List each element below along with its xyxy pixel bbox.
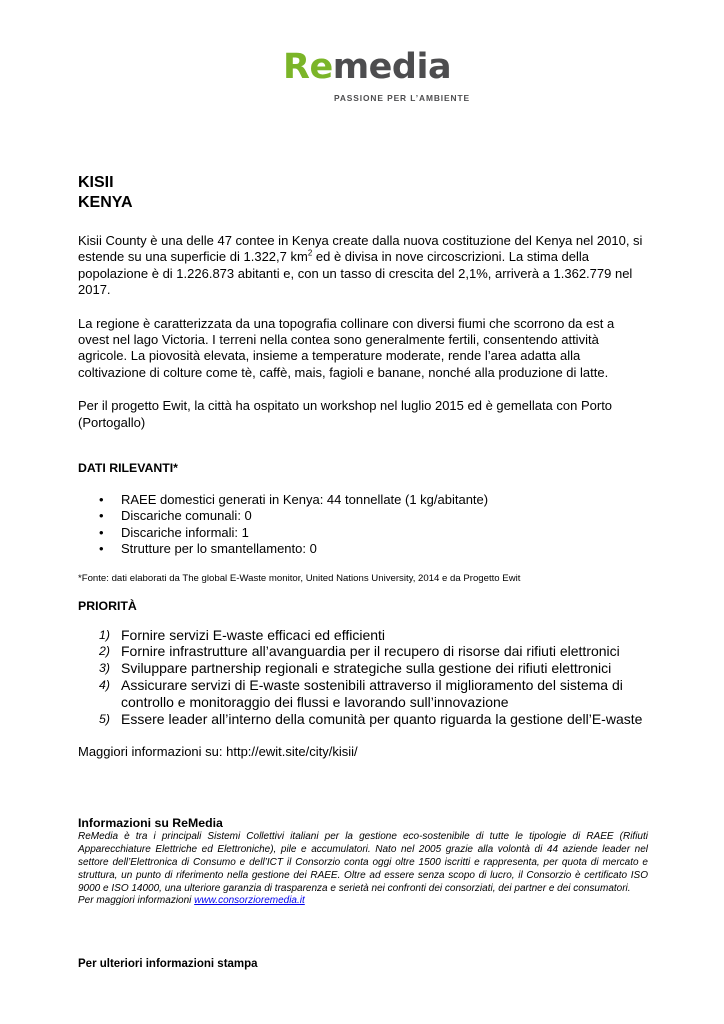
bullet-icon: •	[99, 524, 104, 540]
remedia-info-section	[78, 816, 648, 908]
dati-heading: DATI RILEVANTI*	[78, 461, 178, 476]
list-item: 5) Essere leader all’interno della comunità per quanto riguarda la gestione dell’E-waste	[99, 710, 643, 727]
priorita-list	[78, 627, 648, 728]
list-item: 4) Assicurare servizi di E-waste sostenibili attraverso il miglioramento del sistema di controllo e monitoraggio dei flussi e lavorando sull’innovazione	[99, 677, 623, 710]
remedia-info-title: Informazioni su ReMedia	[78, 815, 223, 830]
bullet-icon: •	[99, 508, 104, 524]
list-item: 2) Fornire infrastrutture all’avanguardia per il recupero di risorse dai rifiuti elettronici	[99, 643, 620, 660]
intro-paragraph-2: La regione è caratterizzata da una topografia collinare con diversi fiumi che scorrono da est a ovest nel lago Victoria. I terreni nella contea sono generalmente fertili, consentendo attività agricole. La piovosità elevata, insieme a temperature moderate, rende l’area adatta alla coltivazione di colture come tè, caffè, mais, fagioli e banane, nonché alla produzione di latte.	[78, 315, 615, 380]
bullet-icon: •	[99, 492, 104, 508]
remedia-website-link[interactable]: www.consorzioremedia.it	[194, 895, 305, 907]
intro-paragraph-1: Kisii County è una delle 47 contee in Kenya create dalla nuova costituzione del Kenya nel 2010, si estende su una superficie di 1.322,7 $km^2$ ed è divisa in nove circoscrizioni. La stima della popolazione è di 1.226.873 abitanti e, con un tasso di crescita del 2,1%, arriverà a 1.362.779 nel 2017.	[78, 233, 643, 298]
list-item: 1) Fornire servizi E-waste efficaci ed efficienti	[99, 626, 386, 643]
page-title	[78, 173, 648, 213]
remedia-info-link-line: Per maggiori informazioni www.consorzioremedia.it	[78, 895, 305, 907]
list-item: • RAEE domestici generati in Kenya: 44 tonnellate (1 kg/abitante)	[99, 492, 489, 508]
title-country: KENYA	[78, 194, 133, 211]
intro-paragraph-3: Per il progetto Ewit, la città ha ospitato un workshop nel luglio 2015 ed è gemellata con Porto (Portogallo)	[78, 398, 613, 430]
document-body	[78, 173, 648, 908]
logo-tagline: PASSIONE PER L’AMBIENTE	[334, 93, 470, 103]
remedia-info-text: ReMedia è tra i principali Sistemi Collettivi italiani per la gestione eco-sostenibile di tutte le tipologie di RAEE (Rifiuti Apparecchiature Elettriche ed Elettroniche), pile e accumulatori. Nato nel 2005 grazie alla volontà di 44 aziende leader nel settore dell’Elettronica di Consumo e dell’ICT il Consorzio conta oggi oltre 1500 iscritti e rappresenta, per quota di mercato e struttura, un punto di riferimento nella gestione dei RAEE. Oltre ad essere senza scopo di lucro, il Consorzio è certificato ISO 9000 e ISO 14000, una ulteriore garanzia di trasparenza e serietà nei confronti dei consorziati, dei partner e dei consumatori.	[78, 830, 648, 894]
data-source-note: *Fonte: dati elaborati da The global E-Waste monitor, United Nations University, 2014 e da Progetto Ewit	[78, 572, 521, 584]
list-item: • Discariche informali: 1	[99, 524, 249, 540]
dati-list	[78, 492, 648, 558]
logo-wordmark: Remedia	[283, 47, 452, 87]
more-info-link[interactable]: Maggiori informazioni su: http://ewit.site/city/kisii/	[78, 744, 358, 760]
press-info-heading: Per ulteriori informazioni stampa	[78, 958, 258, 970]
list-item: • Discariche comunali: 0	[99, 508, 252, 524]
bullet-icon: •	[99, 541, 104, 557]
priorita-heading: PRIORITÀ	[78, 598, 137, 613]
remedia-logo	[283, 47, 470, 103]
list-item: • Strutture per lo smantellamento: 0	[99, 541, 317, 557]
title-city: KISII	[78, 174, 114, 191]
list-item: 3) Sviluppare partnership regionali e strategiche sulla gestione dei rifiuti elettronici	[99, 660, 612, 677]
